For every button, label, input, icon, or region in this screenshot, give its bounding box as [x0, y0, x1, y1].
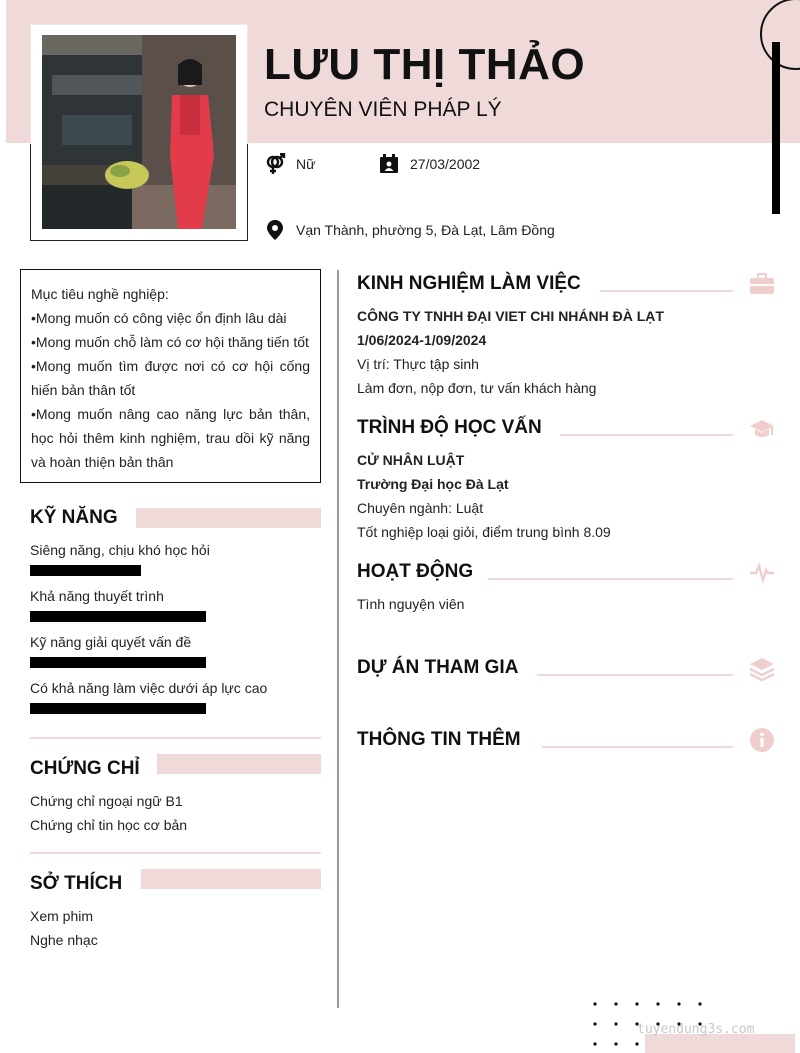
- hobby-item: Nghe nhạc: [30, 932, 98, 948]
- certificate-item: Chứng chỉ ngoại ngữ B1: [30, 793, 183, 809]
- activities-title-line: [488, 578, 733, 580]
- activity-item: Tình nguyện viên: [357, 596, 465, 612]
- additional-info-title-line: [542, 746, 733, 748]
- certificates-title: CHỨNG CHỈ: [30, 758, 140, 779]
- decorative-vertical-bar: [772, 42, 780, 214]
- pulse-icon: [749, 560, 775, 586]
- education-result: Tốt nghiệp loại giỏi, điểm trung bình 8.09: [357, 524, 611, 540]
- skill-level-bar: [30, 565, 141, 576]
- calendar-icon: [378, 153, 400, 175]
- address-value: Vạn Thành, phường 5, Đà Lạt, Lâm Đồng: [296, 222, 555, 238]
- education-title-line: [560, 434, 733, 436]
- skills-title-accent: [136, 508, 321, 528]
- section-divider: [30, 852, 321, 854]
- hobbies-title: SỞ THÍCH: [30, 873, 123, 894]
- skill-label: Siêng năng, chịu khó học hỏi: [30, 542, 210, 558]
- objective-heading: Mục tiêu nghề nghiệp:: [31, 286, 169, 302]
- skill-label: Có khả năng làm việc dưới áp lực cao: [30, 680, 268, 696]
- hobby-item: Xem phim: [30, 908, 94, 924]
- gender-value: Nữ: [296, 156, 316, 172]
- watermark: tuyendung3s.com: [637, 1022, 755, 1037]
- objective-item: •Mong muốn tìm được nơi có cơ hội cống hiến bản thân tốt: [31, 358, 310, 398]
- experience-position: Vị trí: Thực tập sinh: [357, 356, 479, 372]
- graduation-cap-icon: [749, 416, 775, 442]
- projects-title: DỰ ÁN THAM GIA: [357, 657, 519, 678]
- location-icon: [264, 219, 286, 241]
- birthdate-value: 27/03/2002: [410, 156, 481, 172]
- objective-item: •Mong muốn nâng cao năng lực bản thân, học hỏi thêm kinh nghiệm, trau dồi kỹ năng và hoàn thiện bản thân: [31, 406, 310, 470]
- gender-info: [264, 153, 315, 175]
- layers-icon: [749, 656, 775, 682]
- skill-label: Khả năng thuyết trình: [30, 588, 164, 604]
- experience-title: KINH NGHIỆM LÀM VIỆC: [357, 273, 581, 294]
- activities-title: HOẠT ĐỘNG: [357, 561, 474, 582]
- section-divider: [30, 737, 321, 739]
- skill-label: Kỹ năng giải quyết vấn đề: [30, 634, 192, 650]
- education-title: TRÌNH ĐỘ HỌC VẤN: [357, 417, 542, 438]
- experience-description: Làm đơn, nộp đơn, tư vấn khách hàng: [357, 380, 597, 396]
- address-info: [264, 219, 555, 241]
- education-major: Chuyên ngành: Luật: [357, 500, 484, 516]
- column-divider: [337, 270, 339, 1008]
- additional-info-title: THÔNG TIN THÊM: [357, 729, 521, 750]
- skills-title: KỸ NĂNG: [30, 507, 118, 528]
- certificate-item: Chứng chỉ tin học cơ bản: [30, 817, 188, 833]
- profile-photo: [42, 35, 236, 229]
- career-objective-box: [20, 269, 321, 483]
- objective-item: •Mong muốn chỗ làm có cơ hội thăng tiến tốt: [31, 334, 309, 350]
- info-icon: [749, 727, 775, 753]
- education-school: Trường Đại học Đà Lạt: [357, 476, 509, 492]
- skill-level-bar: [30, 657, 206, 668]
- birthdate-info: [378, 153, 480, 175]
- job-title: CHUYÊN VIÊN PHÁP LÝ: [264, 98, 502, 121]
- hobbies-title-accent: [141, 869, 321, 889]
- candidate-name: LƯU THỊ THẢO: [264, 40, 586, 89]
- projects-title-line: [537, 674, 733, 676]
- objective-item: •Mong muốn có công việc ổn định lâu dài: [31, 310, 287, 326]
- skill-level-bar: [30, 611, 206, 622]
- experience-title-line: [600, 290, 733, 292]
- experience-period: 1/06/2024-1/09/2024: [357, 332, 487, 348]
- gender-icon: [264, 153, 286, 175]
- education-degree: CỬ NHÂN LUẬT: [357, 452, 465, 468]
- skill-level-bar: [30, 703, 206, 714]
- experience-company: CÔNG TY TNHH ĐẠI VIET CHI NHÁNH ĐÀ LẠT: [357, 308, 664, 324]
- certificates-title-accent: [157, 754, 321, 774]
- briefcase-icon: [749, 271, 775, 297]
